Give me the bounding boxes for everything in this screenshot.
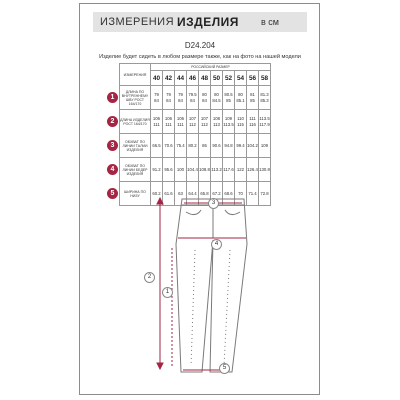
cell-value: 110 [237,116,244,121]
cell-value: 111 [165,121,172,127]
cell-value: 113.5 [223,121,234,127]
cell-value: 80.2 [188,142,197,148]
size-header: 40 [151,71,163,86]
size-header: 42 [163,71,175,86]
diagram-marker: 5 [219,363,230,374]
cell-value: 70.6 [164,142,173,148]
row-number-badge: 2 [107,116,118,127]
cell-value: 111 [153,121,160,127]
cell-value: 80 [214,92,219,97]
right-pocket [225,210,240,215]
left-pocket [186,210,201,215]
cell-value: 106 [176,116,185,121]
cell-value: 116 [249,121,256,127]
cell-value: 84 [154,97,159,103]
cell-value: 84.5 [212,97,221,103]
cell-value: 75.4 [176,142,185,148]
cell-value: 71.4 [248,190,257,196]
cell-value: 107 [200,116,209,121]
diagram-marker: 4 [211,239,222,250]
cell-value: 94.8 [224,142,233,148]
cell-value: 64.4 [188,190,197,196]
cell-value: 100 [176,166,185,172]
cell-value: 72.8 [260,190,269,196]
cell-value: 117.6 [223,166,234,172]
cell-value: 79 [154,92,159,97]
cell-value: 104.4 [187,166,198,172]
cell-value: 60.2 [152,190,161,196]
cell-value: 108.8 [199,166,210,172]
diagram-marker: 2 [144,272,155,283]
cell-value: 130.8 [259,166,270,172]
left-crease [191,250,195,366]
cell-value: 80.5 [224,92,233,97]
diagram-marker: 3 [208,198,219,209]
cell-value: 85 [250,97,255,103]
size-header: 56 [247,71,259,86]
cell-value: 80 [238,92,243,97]
cell-value: 86 [202,142,207,148]
size-header: 58 [259,71,271,86]
cell-value: 79.5 [188,92,197,97]
measure-label: ДЛИНА ИЗДЕЛИЯ РОСТ 164/170 [120,110,151,134]
size-header: 48 [199,71,211,86]
row-number-badge: 5 [107,188,118,199]
size-header: 54 [235,71,247,86]
cell-value: 85.3 [260,97,269,103]
cell-value: 68.6 [224,190,233,196]
measure-label: ШИРИНА ПО НИЗУ [120,182,151,206]
cell-value: 66.5 [152,142,161,148]
length-arrow-bottom [157,363,163,369]
cell-value: 122 [236,166,245,172]
cell-value: 107 [188,116,197,121]
cell-value: 61.6 [164,190,173,196]
product-code: D24.204 [184,41,216,50]
cell-value: 112 [201,121,208,127]
cell-value: 84 [190,97,195,103]
title-unit: в см [261,17,279,27]
size-header: 50 [211,71,223,86]
cell-value: 104.2 [247,142,258,148]
row-number-badge: 1 [107,92,118,103]
cell-value: 108 [212,116,221,121]
size-header: 52 [223,71,235,86]
cell-value: 63 [178,190,183,196]
cell-value: 85 [226,97,231,103]
size-group-header: РОССИЙСКИЙ РАЗМЕР [151,64,271,71]
measure-header: ИЗМЕРЕНИЯ [120,64,151,86]
cell-value: 111 [249,116,256,121]
cell-value: 84 [202,97,207,103]
diagram-marker: 1 [162,287,173,298]
cell-value: 113.2 [211,166,222,172]
size-header: 44 [175,71,187,86]
cell-value: 115 [237,121,244,127]
row-number-badge: 3 [107,140,118,151]
cell-value: 99.4 [236,142,245,148]
cell-value: 113 [213,121,220,127]
cell-value: 95.6 [164,166,173,172]
trousers-outline [176,199,247,372]
cell-value: 67.2 [212,190,221,196]
cell-value: 70 [238,190,243,196]
title-word-measurements: ИЗМЕРЕНИЯ [100,16,175,28]
cell-value: 117.9 [259,121,270,127]
row-number-badge: 4 [107,164,118,175]
cell-value: 106 [164,116,173,121]
cell-value: 84 [178,97,183,103]
measure-label: ДЛИНА ПО ВНУТРЕННЕМУ ШВУ РОСТ 164/170 [120,86,151,110]
measure-label: ОБХВАТ ПО ЛИНИИ БЕДЕР ИЗДЕЛИЯ [120,158,151,182]
measure-label: ОБХВАТ ПО ЛИНИИ ТАЛИИ ИЗДЕЛИЯ [120,134,151,158]
cell-value: 106 [152,116,161,121]
fit-note: Изделие будет сидеть в любом размере также, как на фото на нашей модели [99,54,301,60]
cell-value: 111 [177,121,184,127]
cell-value: 109 [260,142,269,148]
cell-value: 80 [202,92,207,97]
cell-value: 112 [189,121,196,127]
cell-value: 85.1 [236,97,245,103]
cell-value: 113.5 [259,116,270,121]
cell-value: 79 [178,92,183,97]
cell-value: 126.4 [247,166,258,172]
cell-value: 81 [250,92,255,97]
title-word-product: ИЗДЕЛИЯ [177,15,239,29]
cell-value: 109 [224,116,233,121]
cell-value: 65.8 [200,190,209,196]
right-crease [224,250,230,366]
cell-value: 84 [166,97,171,103]
size-header: 46 [187,71,199,86]
cell-value: 90.6 [212,142,221,148]
cell-value: 79 [166,92,171,97]
length-arrow-top [157,198,163,204]
cell-value: 81.3 [260,92,269,97]
trousers-silhouette [176,199,247,372]
cell-value: 91.2 [152,166,161,172]
